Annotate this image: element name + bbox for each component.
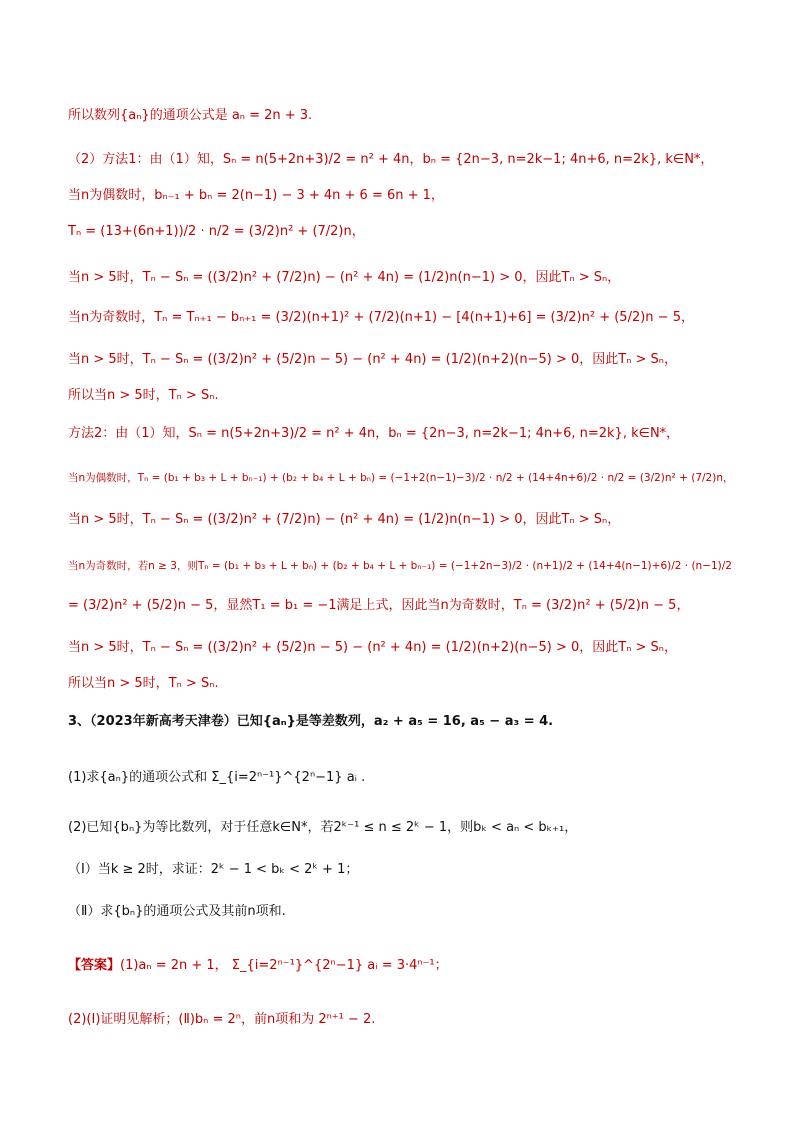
problem-3-part-2-i: （Ⅰ）当k ≥ 2时，求证：2ᵏ − 1 < bₖ < 2ᵏ + 1； xyxy=(68,862,359,877)
solution-line-10: 当n为偶数时，Tₙ = (b₁ + b₃ + L + bₙ₋₁) + (b₂ + b₄ + L + bₙ) = (−1+2(n−1)−3)/2 · n/2 + (14+4n+6)/2 · n/2 = (3/2)n² + (7/2)n， xyxy=(68,472,734,484)
problem-3-part-1: (1)求{aₙ}的通项公式和 Σ_{i=2ⁿ⁻¹}^{2ⁿ−1} aᵢ . xyxy=(68,770,366,785)
solution-line-7: 当n > 5时，Tₙ − Sₙ = ((3/2)n² + (5/2)n − 5) − (n² + 4n) = (1/2)(n+2)(n−5) > 0，因此Tₙ > Sₙ， xyxy=(68,352,677,367)
answer-line-1 xyxy=(68,956,754,976)
solution-line-6: 当n为奇数时，Tₙ = Tₙ₊₁ − bₙ₊₁ = (3/2)(n+1)² + (7/2)(n+1) − [4(n+1)+6] = (3/2)n² + (5/2)n − 5， xyxy=(68,310,694,325)
solution-line-5: 当n > 5时，Tₙ − Sₙ = ((3/2)n² + (7/2)n) − (n² + 4n) = (1/2)n(n−1) > 0，因此Tₙ > Sₙ， xyxy=(68,270,621,285)
answer-tag: 【答案】 xyxy=(68,958,121,973)
solution-line-15: 所以当n > 5时，Tₙ > Sₙ. xyxy=(68,676,219,691)
problem-3-statement: 3、（2023年新高考天津卷）已知{aₙ}是等差数列，a₂ + a₅ = 16, a₅ − a₃ = 4. xyxy=(68,714,554,729)
solution-line-2: （2）方法1：由（1）知，Sₙ = n(5+2n+3)/2 = n² + 4n，bₙ = {2n−3, n=2k−1; 4n+6, n=2k}, k∈N*， xyxy=(68,152,714,167)
solution-line-8: 所以当n > 5时，Tₙ > Sₙ. xyxy=(68,388,219,403)
answer-line-2: (2)(Ⅰ)证明见解析；(Ⅱ)bₙ = 2ⁿ，前n项和为 2ⁿ⁺¹ − 2. xyxy=(68,1012,376,1027)
solution-line-3: 当n为偶数时，bₙ₋₁ + bₙ = 2(n−1) − 3 + 4n + 6 = 6n + 1， xyxy=(68,188,444,203)
solution-line-13: = (3/2)n² + (5/2)n − 5，显然T₁ = b₁ = −1满足上式，因此当n为奇数时，Tₙ = (3/2)n² + (5/2)n − 5， xyxy=(68,598,690,613)
solution-line-9: 方法2：由（1）知，Sₙ = n(5+2n+3)/2 = n² + 4n，bₙ = {2n−3, n=2k−1; 4n+6, n=2k}, k∈N*， xyxy=(68,426,680,441)
problem-3-part-2-ii: （Ⅱ）求{bₙ}的通项公式及其前n项和. xyxy=(68,904,286,919)
solution-line-14: 当n > 5时，Tₙ − Sₙ = ((3/2)n² + (5/2)n − 5) − (n² + 4n) = (1/2)(n+2)(n−5) > 0，因此Tₙ > Sₙ， xyxy=(68,640,677,655)
answer-part-1: (1)aₙ = 2n + 1， Σ_{i=2ⁿ⁻¹}^{2ⁿ−1} aᵢ = 3·4ⁿ⁻¹； xyxy=(120,958,448,973)
solution-line-11: 当n > 5时，Tₙ − Sₙ = ((3/2)n² + (7/2)n) − (n² + 4n) = (1/2)n(n−1) > 0，因此Tₙ > Sₙ， xyxy=(68,512,621,527)
solution-line-12: 当n为奇数时，若n ≥ 3，则Tₙ = (b₁ + b₃ + L + bₙ) + (b₂ + b₄ + L + bₙ₋₁) = (−1+2n−3)/2 · (n+1)/2 + (14+4(n−1)+6)/2 · (n−1)/2 xyxy=(68,560,732,572)
solution-line-1: 所以数列{aₙ}的通项公式是 aₙ = 2n + 3. xyxy=(68,108,313,123)
solution-line-4: Tₙ = (13+(6n+1))/2 · n/2 = (3/2)n² + (7/2)n， xyxy=(68,224,365,239)
problem-3-part-2: (2)已知{bₙ}为等比数列，对于任意k∈N*，若2ᵏ⁻¹ ≤ n ≤ 2ᵏ − 1，则bₖ < aₙ < bₖ₊₁， xyxy=(68,820,578,835)
